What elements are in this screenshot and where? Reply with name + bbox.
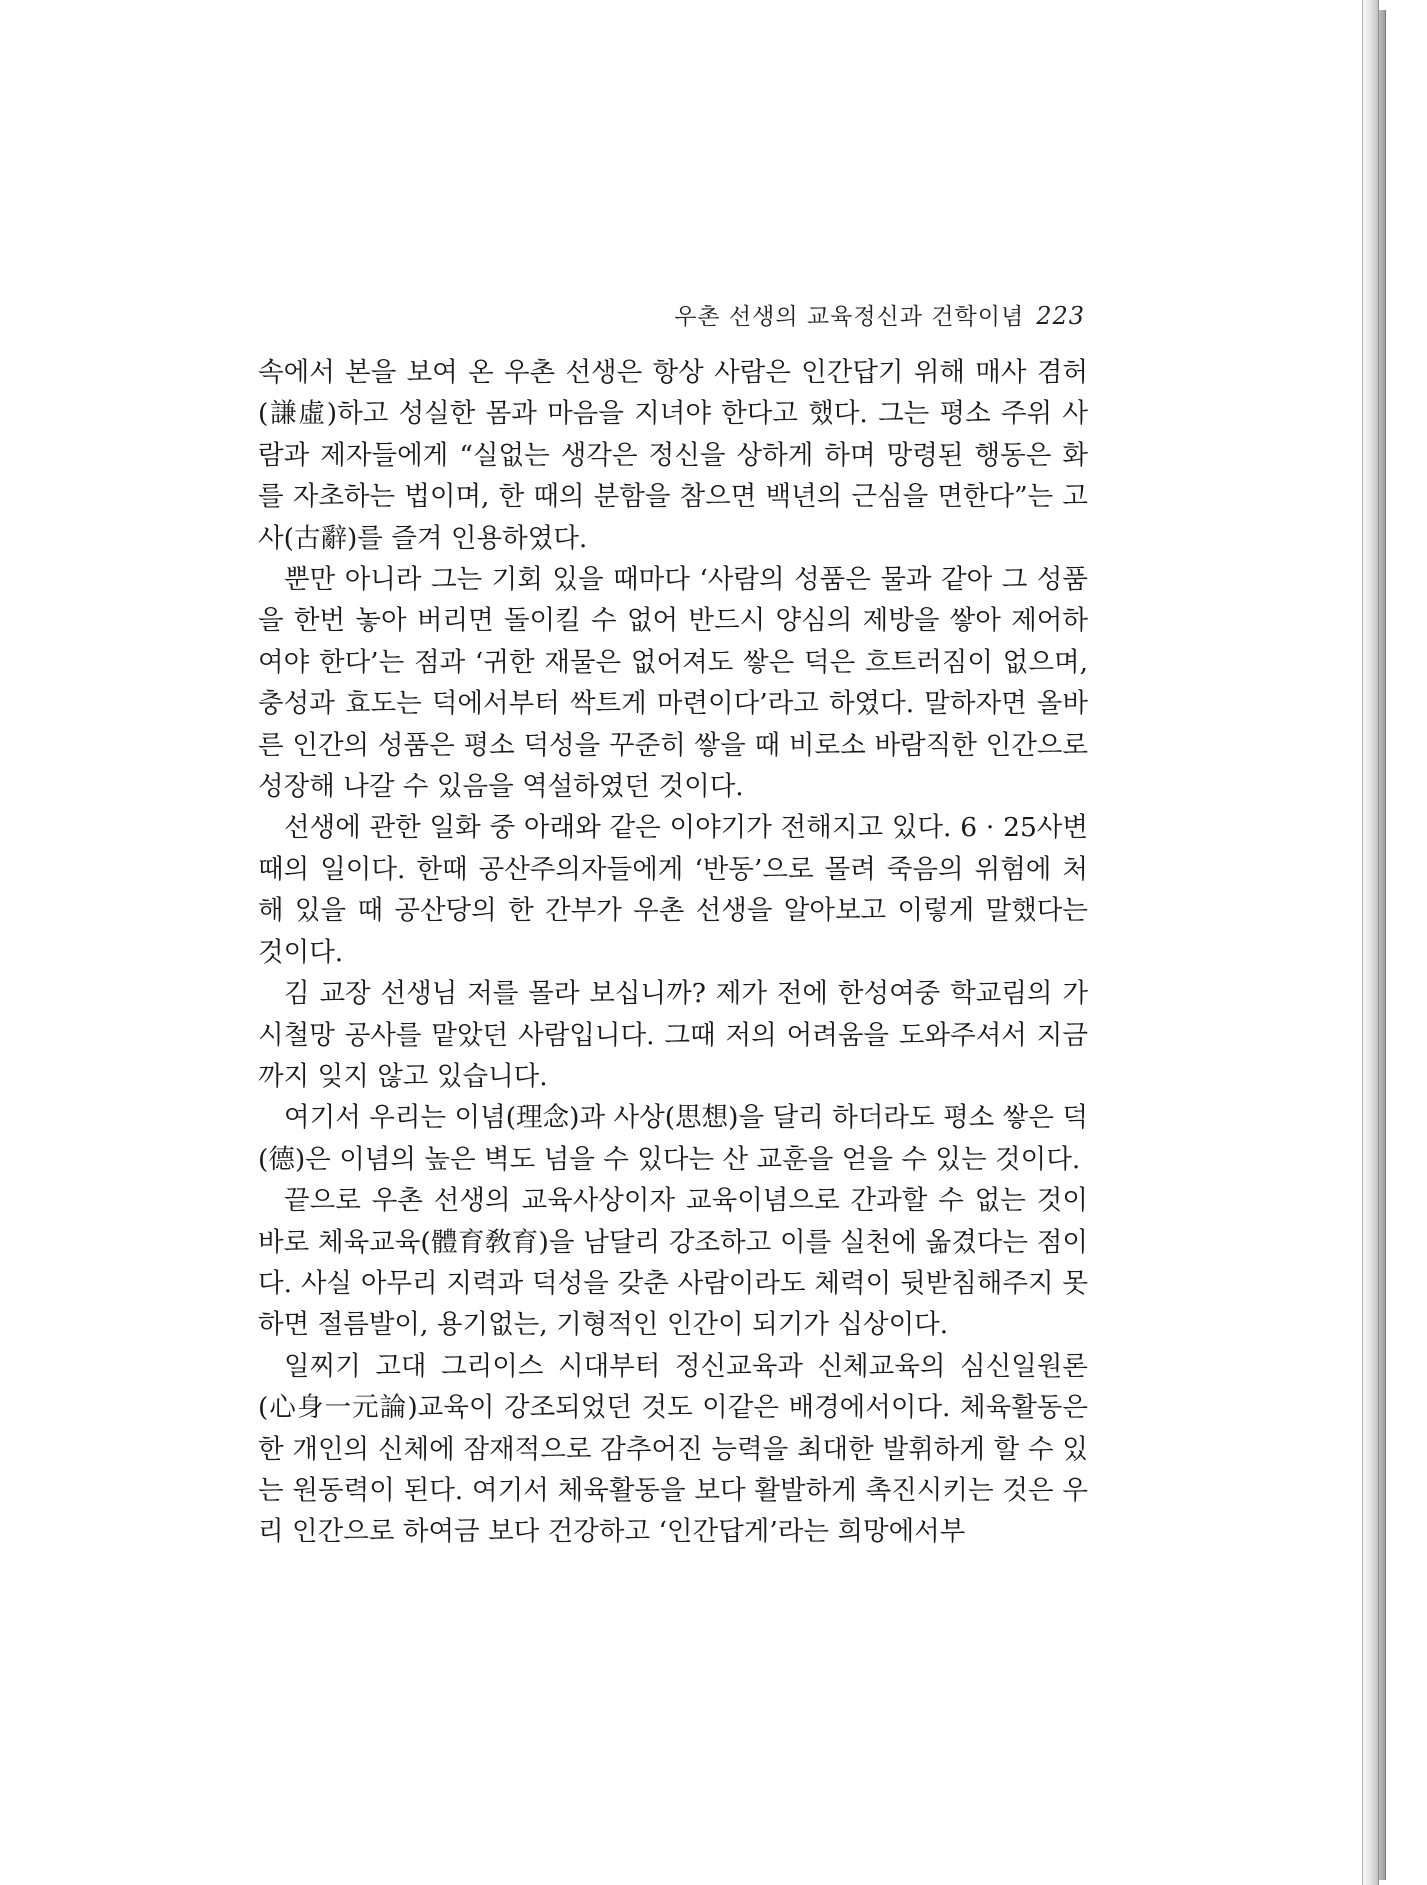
paragraph-1: 속에서 본을 보여 온 우촌 선생은 항상 사람은 인간답기 위해 매사 겸허(謙虛)하고 성실한 몸과 마음을 지녀야 한다고 했다. 그는 평소 주위 사람과 제자들에게 “실없는 생각은 정신을 상하게 하며 망령된 행동은 화를 자초하는 법이며, 한 때의 분함을 참으면 백년의 근심을 면한다”는 고사(古辭)를 즐겨 인용하였다. bbox=[258, 357, 1088, 554]
paragraph-5: 여기서 우리는 이념(理念)과 사상(思想)을 달리 하더라도 평소 쌓은 덕(德)은 이념의 높은 벽도 넘을 수 있다는 산 교훈을 얻을 수 있는 것이다. bbox=[258, 1102, 1088, 1175]
paragraph-7: 일찌기 고대 그리이스 시대부터 정신교육과 신체교육의 심신일원론(心身一元論)교육이 강조되었던 것도 이같은 배경에서이다. 체육활동은 한 개인의 신체에 잠재적으로 감추어진 능력을 최대한 발휘하게 할 수 있는 원동력이 된다. 여기서 체육활동을 보다 활발하게 촉진시키는 것은 우리 인간으로 하여금 보다 건강하고 ‘인간답게’라는 희망에서부 bbox=[258, 1350, 1088, 1548]
body-text bbox=[258, 352, 1088, 1553]
running-header-title: 우촌 선생의 교육정신과 건학이념 bbox=[674, 304, 1025, 330]
paragraph-2: 뿐만 아니라 그는 기회 있을 때마다 ‘사람의 성품은 물과 같아 그 성품을 한번 놓아 버리면 돌이킬 수 없어 반드시 양심의 제방을 쌓아 제어하여야 한다’는 점과 ‘귀한 재물은 없어져도 쌓은 덕은 흐트러짐이 없으며, 충성과 효도는 덕에서부터 싹트게 마련이다’라고 하였다. 말하자면 올바른 인간의 성품은 평소 덕성을 꾸준히 쌓을 때 비로소 바람직한 인간으로 성장해 나갈 수 있음을 역설하였던 것이다. bbox=[258, 564, 1088, 803]
paragraph-4: 김 교장 선생님 저를 몰라 보십니까? 제가 전에 한성여중 학교림의 가시철망 공사를 맡았던 사람입니다. 그때 저의 어려움을 도와주셔서 지금까지 잊지 않고 있습니다. bbox=[258, 978, 1088, 1092]
paragraph-3: 선생에 관한 일화 중 아래와 같은 이야기가 전해지고 있다. 6 · 25사변 때의 일이다. 한때 공산주의자들에게 ‘반동’으로 몰려 죽음의 위험에 처해 있을 때 공산당의 한 간부가 우촌 선생을 알아보고 이렇게 말했다는 것이다. bbox=[258, 812, 1088, 968]
paragraph-6: 끝으로 우촌 선생의 교육사상이자 교육이념으로 간과할 수 없는 것이 바로 체육교육(體育敎育)을 남달리 강조하고 이를 실천에 옮겼다는 점이다. 사실 아무리 지력과 덕성을 갖춘 사람이라도 체력이 뒷받침해주지 못하면 절름발이, 용기없는, 기형적인 인간이 되기가 십상이다. bbox=[258, 1185, 1088, 1341]
running-header bbox=[0, 298, 1085, 331]
page-number: 223 bbox=[1036, 302, 1085, 330]
